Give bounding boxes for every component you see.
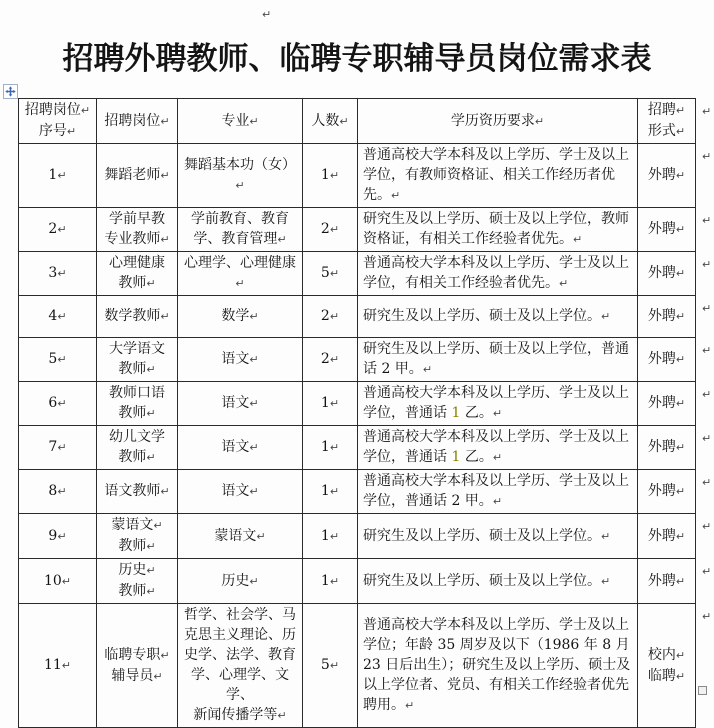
requirement-text: 普通高校大学本科及以上学历、学士及以上学位，普通话	[363, 429, 629, 465]
cell-major[interactable]: 学前教育、教育 学、教育管理↵	[178, 208, 303, 252]
table-container	[18, 98, 712, 728]
table-body	[19, 144, 696, 728]
pilcrow-mark: ↵	[160, 233, 170, 246]
cell-count[interactable]: 2↵	[303, 208, 358, 252]
cell-no[interactable]: 3↵	[19, 252, 97, 296]
table-row	[19, 604, 696, 728]
cell-form[interactable]: 外聘↵	[638, 252, 696, 296]
cell-count[interactable]: 1↵	[303, 426, 358, 470]
cell-count[interactable]: 1↵	[303, 382, 358, 426]
row-end-mark: ↵	[702, 258, 712, 271]
table-row	[19, 470, 696, 514]
cell-form[interactable]: 外聘↵	[638, 382, 696, 426]
cell-requirement[interactable]: 研究生及以上学历、硕士及以上学位，普通话 2 甲。↵	[358, 338, 638, 382]
pilcrow-mark: ↵	[57, 485, 67, 498]
cell-position[interactable]: 教师口语 教师↵	[97, 382, 178, 426]
pilcrow-mark: ↵	[675, 397, 686, 410]
pilcrow-mark: ↵	[329, 223, 340, 236]
pilcrow-mark: ↵	[146, 540, 156, 553]
pilcrow-mark: ↵	[57, 397, 67, 410]
pilcrow-mark: ↵	[534, 114, 545, 128]
cell-position[interactable]: 临聘专职↵ 辅导员↵	[97, 604, 178, 728]
pilcrow-mark: ↵	[57, 223, 67, 236]
pilcrow-mark: ↵	[675, 574, 686, 588]
table-row	[19, 426, 696, 470]
pilcrow-mark: ↵	[57, 169, 67, 182]
cell-requirement[interactable]: 研究生及以上学历、硕士及以上学位，教师资格证，有相关工作经验者优先。↵	[358, 208, 638, 252]
pilcrow-mark: ↵	[160, 310, 170, 323]
pilcrow-mark: ↵	[492, 495, 503, 508]
pilcrow-mark: ↵	[249, 485, 259, 498]
header-seq-no[interactable]: 招聘岗位↵ 序号↵	[19, 99, 97, 144]
pilcrow-mark: ↵	[601, 529, 611, 543]
pilcrow-mark: ↵	[339, 114, 349, 128]
table-move-handle[interactable]	[3, 84, 18, 99]
pilcrow-mark: ↵	[57, 267, 67, 280]
table-row	[19, 514, 696, 559]
header-major[interactable]: 专业↵	[178, 99, 303, 144]
cell-no[interactable]: 2↵	[19, 208, 97, 252]
cell-count[interactable]: 5↵	[303, 604, 358, 728]
pilcrow-mark: ↵	[329, 310, 340, 323]
pilcrow-mark: ↵	[249, 574, 259, 588]
cell-form[interactable]: 外聘↵	[638, 514, 696, 559]
header-form[interactable]: 招聘↵ 形式↵	[638, 99, 696, 144]
cell-major[interactable]: 语文↵	[178, 338, 303, 382]
pilcrow-mark: ↵	[146, 585, 156, 598]
table-row	[19, 559, 696, 604]
cell-form[interactable]: 外聘↵	[638, 559, 696, 604]
cell-major[interactable]: 哲学、社会学、马 克思主义理论、历 史学、法学、教育 学、心理学、文学、 新闻传播学等↵	[178, 604, 303, 728]
pilcrow-mark: ↵	[329, 659, 340, 672]
pilcrow-mark: ↵	[391, 189, 401, 202]
pilcrow-mark: ↵	[146, 363, 156, 376]
table-move-handle-icon	[5, 86, 16, 97]
pilcrow-mark: ↵	[80, 104, 91, 117]
pilcrow-mark: ↵	[249, 114, 259, 128]
cell-requirement[interactable]	[358, 426, 638, 470]
requirement-text: 乙。↵	[460, 405, 503, 421]
cell-no[interactable]: 4↵	[19, 296, 97, 338]
row-end-mark: ↵	[702, 214, 712, 227]
pilcrow-mark: ↵	[146, 564, 156, 577]
pilcrow-mark: ↵	[675, 310, 686, 323]
cell-count[interactable]: 1↵	[303, 559, 358, 604]
cell-major[interactable]: 语文↵	[178, 426, 303, 470]
pilcrow-mark: ↵	[57, 353, 67, 366]
pilcrow-mark: ↵	[146, 407, 156, 420]
pilcrow-mark: ↵	[249, 397, 259, 410]
cell-form[interactable]: 外聘↵	[638, 338, 696, 382]
row-end-mark: ↵	[702, 432, 712, 445]
cell-position[interactable]: 数学教师↵	[97, 296, 178, 338]
pilcrow-mark: ↵	[146, 277, 156, 290]
header-requirement[interactable]: 学历资历要求↵	[358, 99, 638, 144]
cell-requirement[interactable]: 普通高校大学本科及以上学历、学士及以上学位，普通话 2 甲。↵	[358, 470, 638, 514]
pilcrow-mark: ↵	[559, 277, 569, 290]
row-end-mark: ↵	[702, 565, 712, 578]
cell-requirement[interactable]: 普通高校大学本科及以上学历、学士及以上学位，有相关工作经验者优先。↵	[358, 252, 638, 296]
pilcrow-mark: ↵	[57, 310, 67, 323]
cell-requirement[interactable]	[358, 382, 638, 426]
cell-no[interactable]: 9↵	[19, 514, 97, 559]
pilcrow-mark: ↵	[675, 648, 686, 662]
requirement-text: 乙。↵	[460, 449, 503, 465]
cell-requirement[interactable]: 普通高校大学本科及以上学历、学士及以上学位；年龄 35 周岁及以下（1986 年 8 月 23 日后出生）；研究生及以上学历、硕士及以上学位者、党员、有相关工作经验者优先聘用。↵	[358, 604, 638, 728]
cell-position[interactable]: 幼儿文学 教师↵	[97, 426, 178, 470]
header-row	[19, 99, 696, 144]
pilcrow-mark: ↵	[153, 669, 163, 683]
cell-count[interactable]: 1↵	[303, 144, 358, 208]
cell-count[interactable]: 2↵	[303, 296, 358, 338]
pilcrow-mark: ↵	[329, 353, 340, 366]
pilcrow-mark: ↵	[601, 574, 611, 588]
cell-no[interactable]: 6↵	[19, 382, 97, 426]
table-resize-handle[interactable]	[698, 686, 707, 695]
row-end-mark: ↵	[702, 302, 712, 315]
pilcrow-mark: ↵	[277, 709, 287, 722]
cell-major[interactable]: 历史↵	[178, 559, 303, 604]
row-end-mark: ↵	[702, 105, 712, 118]
cell-position[interactable]: 蒙语文↵ 教师↵	[97, 514, 178, 559]
pilcrow-mark: ↵	[235, 179, 245, 192]
table-row	[19, 144, 696, 208]
table-row	[19, 252, 696, 296]
table-header-row	[19, 99, 696, 144]
document-title[interactable]: 招聘外聘教师、临聘专职辅导员岗位需求表	[62, 41, 652, 77]
cell-no[interactable]: 7↵	[19, 426, 97, 470]
pilcrow-mark: ↵	[57, 441, 67, 454]
cell-no[interactable]: 5↵	[19, 338, 97, 382]
cell-count[interactable]: 1↵	[303, 514, 358, 559]
pilcrow-mark: ↵	[256, 529, 266, 543]
cell-position[interactable]: 大学语文 教师↵	[97, 338, 178, 382]
pilcrow-mark: ↵	[160, 169, 170, 182]
pilcrow-mark: ↵	[160, 648, 170, 662]
pilcrow-mark: ↵	[66, 125, 77, 138]
table-row	[19, 296, 696, 338]
pilcrow-mark: ↵	[675, 125, 686, 138]
pilcrow-mark: ↵	[329, 529, 340, 543]
cell-position[interactable]: 语文教师↵	[97, 470, 178, 514]
highlighted-digit: 1	[451, 405, 461, 421]
pilcrow-mark: ↵	[249, 353, 259, 366]
pilcrow-mark: ↵	[329, 169, 340, 182]
pilcrow-mark: ↵	[146, 451, 156, 464]
pilcrow-mark: ↵	[249, 310, 259, 323]
pilcrow-mark: ↵	[422, 363, 433, 376]
pilcrow-mark: ↵	[160, 114, 170, 128]
cell-position[interactable]: 心理健康 教师↵	[97, 252, 178, 296]
pilcrow-mark: ↵	[329, 485, 340, 498]
row-end-mark: ↵	[702, 520, 712, 533]
pilcrow-mark: ↵	[492, 451, 503, 464]
highlighted-digit: 1	[451, 449, 461, 465]
pilcrow-mark: ↵	[675, 223, 686, 236]
header-position[interactable]: 招聘岗位↵	[97, 99, 178, 144]
pilcrow-mark: ↵	[61, 659, 72, 672]
pilcrow-mark: ↵	[329, 267, 340, 280]
cell-major[interactable]: 舞蹈基本功（女）↵	[178, 144, 303, 208]
pilcrow-mark: ↵	[675, 169, 686, 182]
cell-major[interactable]: 数学↵	[178, 296, 303, 338]
cell-position[interactable]: 学前早教 专业教师↵	[97, 208, 178, 252]
cell-major[interactable]: 语文↵	[178, 470, 303, 514]
cell-no[interactable]: 10↵	[19, 559, 97, 604]
pilcrow-mark: ↵	[675, 267, 686, 280]
pilcrow-mark: ↵	[329, 574, 340, 588]
table-row	[19, 338, 696, 382]
pilcrow-mark: ↵	[405, 699, 415, 712]
cell-form[interactable]: 外聘↵	[638, 296, 696, 338]
cell-form[interactable]: 外聘↵	[638, 426, 696, 470]
cell-requirement[interactable]: 研究生及以上学历、硕士及以上学位。↵	[358, 559, 638, 604]
cell-count[interactable]: 5↵	[303, 252, 358, 296]
cell-form[interactable]: 外聘↵	[638, 470, 696, 514]
pilcrow-mark: ↵	[675, 353, 686, 366]
row-end-mark: ↵	[702, 150, 712, 163]
cell-major[interactable]: 语文↵	[178, 382, 303, 426]
cell-form[interactable]: 外聘↵	[638, 144, 696, 208]
empty-paragraph-mark	[262, 8, 271, 21]
cell-requirement[interactable]: 研究生及以上学历、硕士及以上学位。↵	[358, 514, 638, 559]
cell-requirement[interactable]: 研究生及以上学历、硕士及以上学位。↵	[358, 296, 638, 338]
cell-count[interactable]: 2↵	[303, 338, 358, 382]
pilcrow-mark: ↵	[492, 407, 503, 420]
pilcrow-mark: ↵	[675, 485, 686, 498]
row-end-mark: ↵	[702, 344, 712, 357]
pilcrow-mark: ↵	[249, 441, 259, 454]
recruitment-table	[18, 98, 696, 728]
pilcrow-mark: ↵	[262, 8, 272, 21]
pilcrow-mark: ↵	[153, 519, 163, 532]
table-row	[19, 382, 696, 426]
pilcrow-mark: ↵	[277, 233, 287, 246]
pilcrow-mark: ↵	[675, 529, 686, 543]
header-count[interactable]: 人数↵	[303, 99, 358, 144]
pilcrow-mark: ↵	[57, 529, 67, 543]
cell-count[interactable]: 1↵	[303, 470, 358, 514]
row-end-mark: ↵	[702, 476, 712, 489]
table-row	[19, 208, 696, 252]
pilcrow-mark: ↵	[601, 310, 611, 323]
cell-no[interactable]: 8↵	[19, 470, 97, 514]
pilcrow-mark: ↵	[329, 441, 340, 454]
pilcrow-mark: ↵	[61, 574, 72, 588]
pilcrow-mark: ↵	[573, 233, 583, 246]
cell-no[interactable]: 1↵	[19, 144, 97, 208]
cell-major[interactable]: 心理学、心理健康↵	[178, 252, 303, 296]
pilcrow-mark: ↵	[675, 104, 686, 117]
cell-major[interactable]: 蒙语文↵	[178, 514, 303, 559]
cell-no[interactable]: 11↵	[19, 604, 97, 728]
row-end-mark: ↵	[702, 610, 712, 623]
pilcrow-mark: ↵	[235, 277, 245, 290]
pilcrow-mark: ↵	[160, 485, 170, 498]
pilcrow-mark: ↵	[675, 669, 686, 683]
cell-position[interactable]: 历史↵ 教师↵	[97, 559, 178, 604]
cell-form[interactable]: 校内↵ 临聘↵	[638, 604, 696, 728]
cell-position[interactable]: 舞蹈老师↵	[97, 144, 178, 208]
cell-form[interactable]: 外聘↵	[638, 208, 696, 252]
row-end-mark: ↵	[702, 388, 712, 401]
cell-requirement[interactable]: 普通高校大学本科及以上学历、学士及以上学位，有教师资格证、相关工作经历者优先。↵	[358, 144, 638, 208]
pilcrow-mark: ↵	[675, 441, 686, 454]
pilcrow-mark: ↵	[329, 397, 340, 410]
requirement-text: 普通高校大学本科及以上学历、学士及以上学位，普通话	[363, 385, 629, 421]
